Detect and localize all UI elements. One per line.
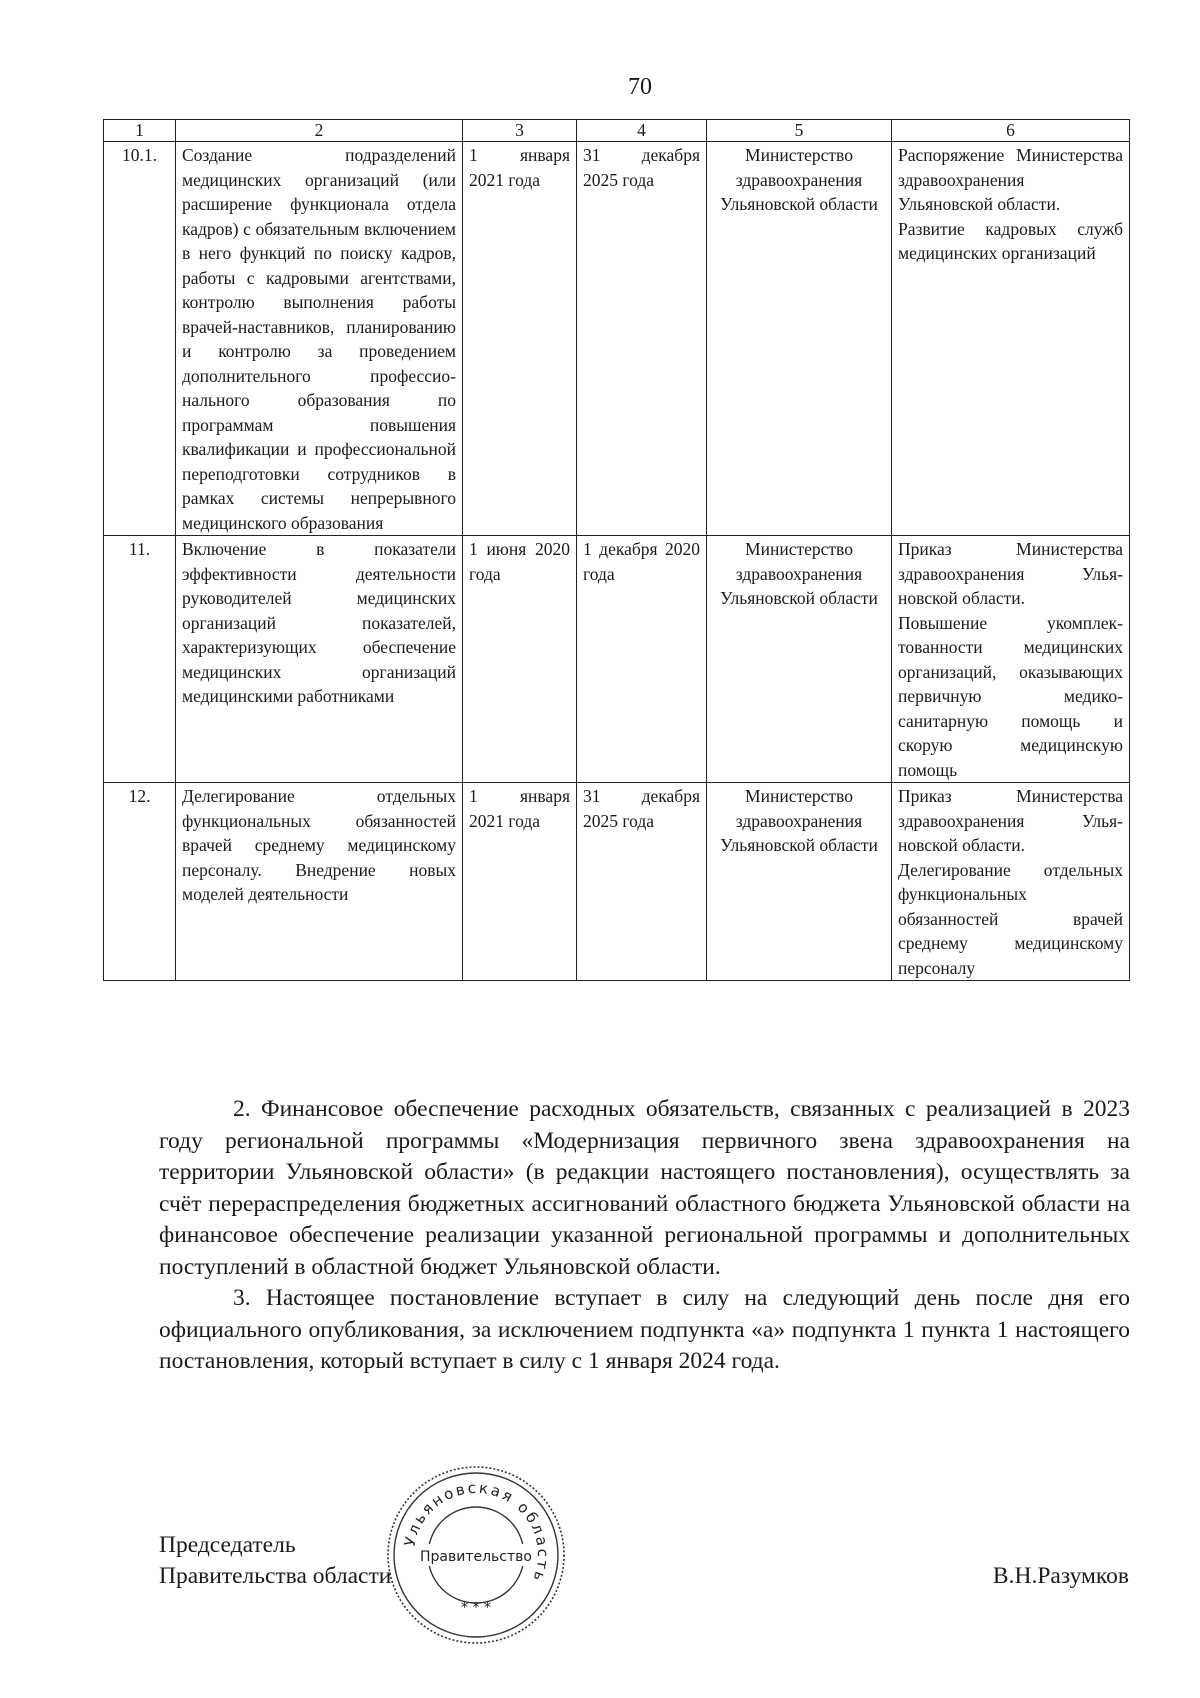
column-header: 3: [463, 120, 577, 142]
result-document: Приказ Министерства здравоохранения Ульяновской области.: [898, 786, 1123, 855]
table-row: [104, 536, 1130, 783]
measure-description: Включение в показатели эффективности деятельности руководителей медицинских организаций показателей, характеризующих обеспечение медицинских организаций медицинскими работниками: [176, 536, 463, 783]
start-date: 1 июня 2020 года: [463, 536, 577, 783]
result-outcome: Развитие кадровых служб медицинских организаций: [898, 218, 1123, 263]
result-cell: [892, 142, 1130, 536]
column-header: 1: [104, 120, 176, 142]
column-header: 6: [892, 120, 1130, 142]
start-date: 1 января 2021 года: [463, 783, 577, 981]
table-row: [104, 783, 1130, 981]
table-row: [104, 142, 1130, 536]
end-date: 31 декабря 2025 года: [577, 142, 707, 536]
executor: Министерство здравоохранения Ульяновской области: [707, 783, 892, 981]
table-header-row: [104, 120, 1130, 142]
measure-description: Создание подразделений медицинских организаций (или расширение функционала отдела кадров) с обязательным включением в него функций по поиску кадров, работы с кадровыми агентствами, контролю выполнения работы врачей-наставников, планированию и контролю за проведением дополнительного профессионального образования по программам повышения квалификации и профессиональной переподготовки сотрудников в рамках системы непрерывного медицинского образования: [176, 142, 463, 536]
column-header: 5: [707, 120, 892, 142]
result-cell: [892, 536, 1130, 783]
row-number: 10.1.: [104, 142, 176, 536]
resolution-text: [159, 1094, 1130, 1378]
executor: Министерство здравоохранения Ульяновской области: [707, 536, 892, 783]
end-date: 1 декабря 2020 года: [577, 536, 707, 783]
paragraph-financing: 2. Финансовое обеспечение расходных обязательств, связанных с реализацией в 2023 году региональной программы «Модернизация первичного звена здравоохранения на территории Ульяновской области» (в редакции настоящего постановления), осуществлять за счёт перераспределения бюджетных ассигнований областного бюджета Ульяновской области на финансовое обеспечение реализации указанной региональной программы и дополнительных поступлений в областной бюджет Ульяновской области.: [159, 1096, 1130, 1280]
signatory-title: [159, 1530, 391, 1592]
measures-table: [103, 119, 1130, 981]
column-header: 2: [176, 120, 463, 142]
seal-icon: [383, 1462, 569, 1648]
start-date: 1 января 2021 года: [463, 142, 577, 536]
seal-center-text: Правительство: [420, 1549, 532, 1565]
signatory-title-line2: Правительства области: [159, 1563, 392, 1589]
measure-description: Делегирование отдельных функциональных обязанностей врачей среднему медицинскому персоналу. Внедрение новых моделей деятельности: [176, 783, 463, 981]
signatory-name: В.Н.Разумков: [992, 1563, 1129, 1589]
official-seal: [383, 1462, 569, 1648]
signatory-title-line1: Председатель: [159, 1532, 296, 1558]
executor: Министерство здравоохранения Ульяновской области: [707, 142, 892, 536]
result-outcome: Повышение укомплектованности медицинских организаций, оказывающих первичную медико-санитарную помощь и скорую медицинскую помощь: [898, 612, 1123, 780]
page-number: 70: [628, 74, 652, 100]
end-date: 31 декабря 2025 года: [577, 783, 707, 981]
seal-ring-text: Ульяновская область: [400, 1478, 553, 1586]
row-number: 12.: [104, 783, 176, 981]
row-number: 11.: [104, 536, 176, 783]
result-document: Распоряжение Министерства здравоохранения Ульяновской области.: [898, 145, 1123, 214]
column-header: 4: [577, 120, 707, 142]
seal-star-icon: * * *: [461, 1600, 491, 1616]
paragraph-effective-date: 3. Настоящее постановление вступает в силу на следующий день после дня его официального опубликования, за исключением подпункта «а» подпункта 1 пункта 1 настоящего постановления, который вступает в силу с 1 января 2024 года.: [159, 1285, 1130, 1374]
result-document: Приказ Министерства здравоохранения Ульяновской области.: [898, 539, 1123, 608]
result-cell: [892, 783, 1130, 981]
result-outcome: Делегирование отдельных функциональных обязанностей врачей среднему медицинскому персоналу: [898, 859, 1123, 978]
